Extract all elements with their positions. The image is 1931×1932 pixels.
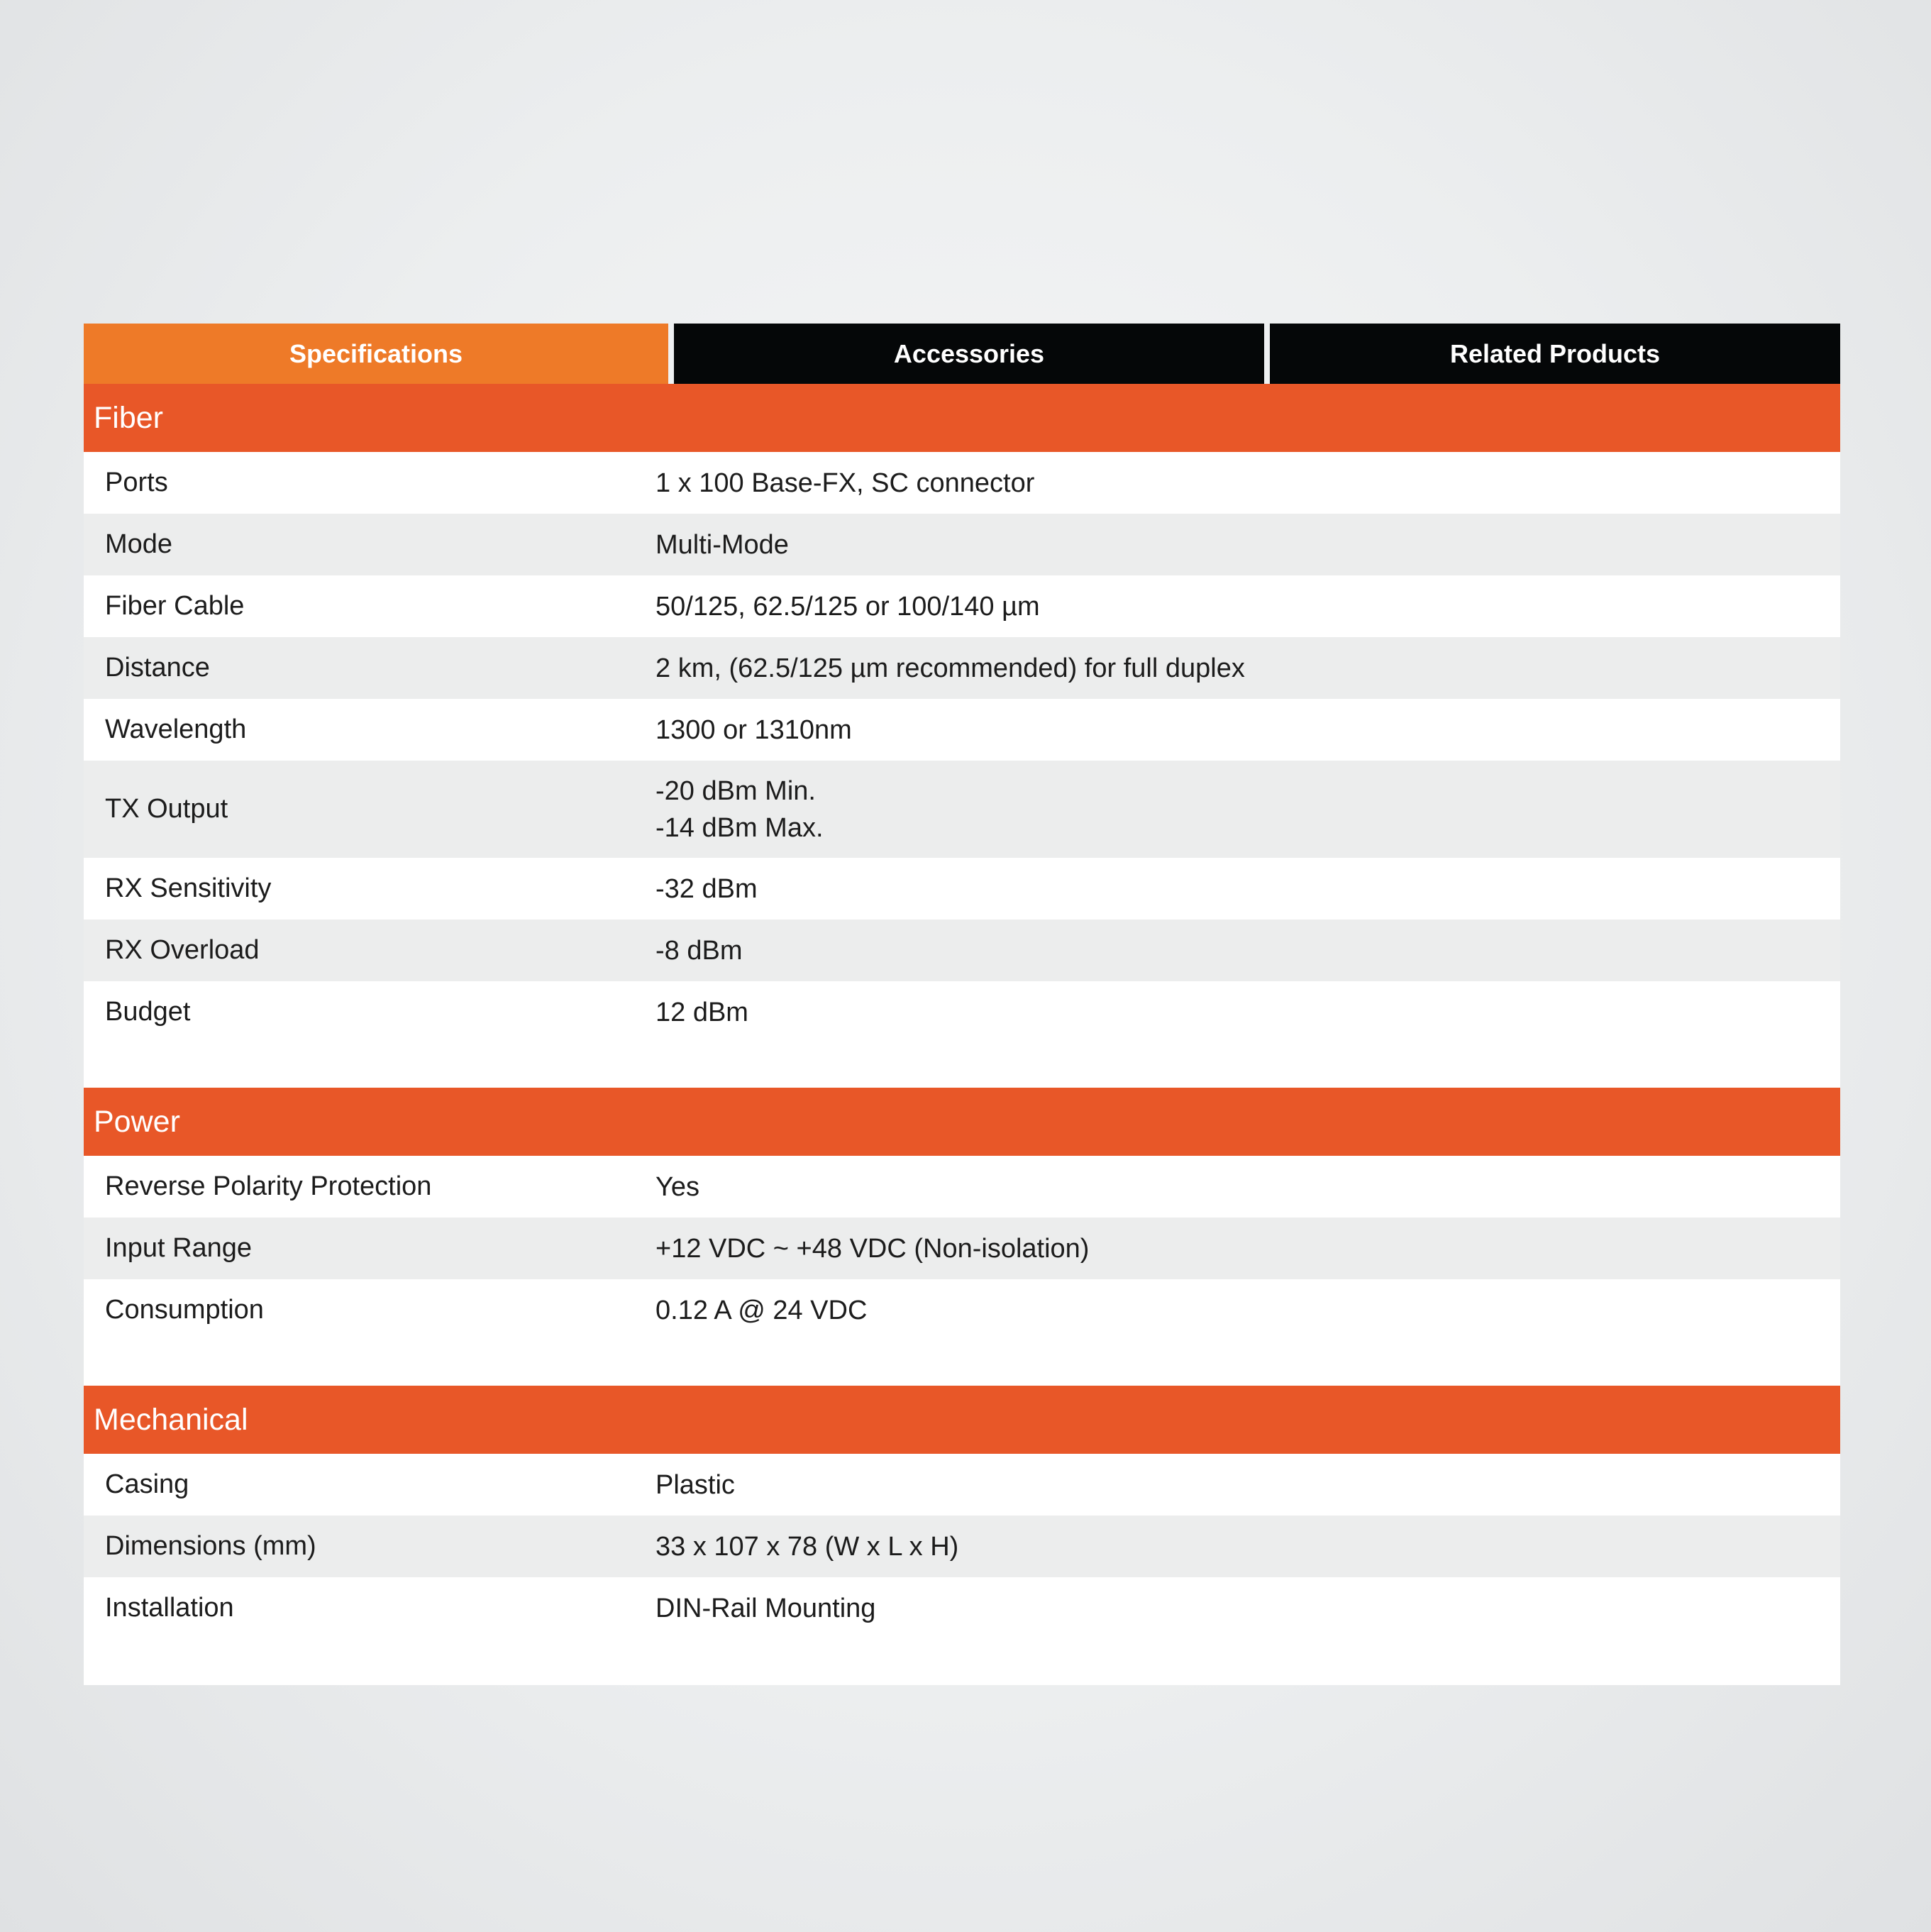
section-spacer <box>84 1341 1840 1386</box>
spec-label: Distance <box>105 653 210 683</box>
spec-row-input-range <box>84 1218 1840 1279</box>
spec-label: Fiber Cable <box>105 591 245 621</box>
spec-row-casing <box>84 1454 1840 1516</box>
spec-value: -8 dBm <box>655 935 743 966</box>
spec-value: 1300 or 1310nm <box>655 714 852 745</box>
spec-label: Casing <box>105 1469 189 1499</box>
section-header-fiber: Fiber <box>84 384 1840 452</box>
spec-value: 2 km, (62.5/125 µm recommended) for full duplex <box>655 653 1245 683</box>
spec-value: 50/125, 62.5/125 or 100/140 µm <box>655 591 1040 622</box>
spec-row-dimensions <box>84 1516 1840 1577</box>
tab-related-products[interactable]: Related Products <box>1270 324 1840 384</box>
tab-bar <box>84 324 1840 384</box>
spec-value: -32 dBm <box>655 873 758 904</box>
spec-label: Dimensions (mm) <box>105 1531 316 1561</box>
spec-row-fiber-cable <box>84 575 1840 637</box>
spec-label: RX Sensitivity <box>105 873 272 903</box>
spec-row-distance <box>84 637 1840 699</box>
spec-row-budget <box>84 981 1840 1043</box>
spec-label: Consumption <box>105 1295 264 1325</box>
spec-value-line: -14 dBm Max. <box>655 812 824 843</box>
section-spacer <box>84 1639 1840 1685</box>
spec-row-rx-sensitivity <box>84 858 1840 920</box>
spec-label: Input Range <box>105 1233 253 1263</box>
section-spacer <box>84 1043 1840 1088</box>
section-header-power: Power <box>84 1088 1840 1156</box>
spec-label: Ports <box>105 468 168 497</box>
spec-value <box>655 773 1840 846</box>
spec-label: Wavelength <box>105 714 247 744</box>
spec-row-installation <box>84 1577 1840 1639</box>
spec-label: Mode <box>105 529 173 559</box>
tab-accessories[interactable]: Accessories <box>674 324 1264 384</box>
spec-value: +12 VDC ~ +48 VDC (Non-isolation) <box>655 1233 1090 1264</box>
spec-label: Reverse Polarity Protection <box>105 1171 432 1201</box>
spec-label: Installation <box>105 1593 234 1623</box>
spec-label: RX Overload <box>105 935 260 965</box>
spec-row-ports <box>84 452 1840 514</box>
spec-row-mode <box>84 514 1840 575</box>
spec-value: 1 x 100 Base-FX, SC connector <box>655 468 1035 498</box>
spec-value: Yes <box>655 1171 699 1202</box>
spec-value: Multi-Mode <box>655 529 789 560</box>
spec-value: Plastic <box>655 1469 735 1500</box>
spec-label: Budget <box>105 997 191 1027</box>
spec-row-consumption <box>84 1279 1840 1341</box>
tab-specifications[interactable]: Specifications <box>84 324 668 384</box>
spec-value: 33 x 107 x 78 (W x L x H) <box>655 1531 959 1562</box>
section-header-mechanical: Mechanical <box>84 1386 1840 1454</box>
spec-row-reverse-polarity <box>84 1156 1840 1218</box>
spec-row-wavelength <box>84 699 1840 761</box>
spec-value: DIN-Rail Mounting <box>655 1593 876 1623</box>
spec-row-tx-output <box>84 761 1840 858</box>
spec-label: TX Output <box>105 794 228 824</box>
spec-row-rx-overload <box>84 920 1840 981</box>
spec-panel <box>84 324 1840 1685</box>
spec-value-line: -20 dBm Min. <box>655 775 816 806</box>
spec-value: 12 dBm <box>655 997 748 1027</box>
spec-value: 0.12 A @ 24 VDC <box>655 1295 868 1325</box>
